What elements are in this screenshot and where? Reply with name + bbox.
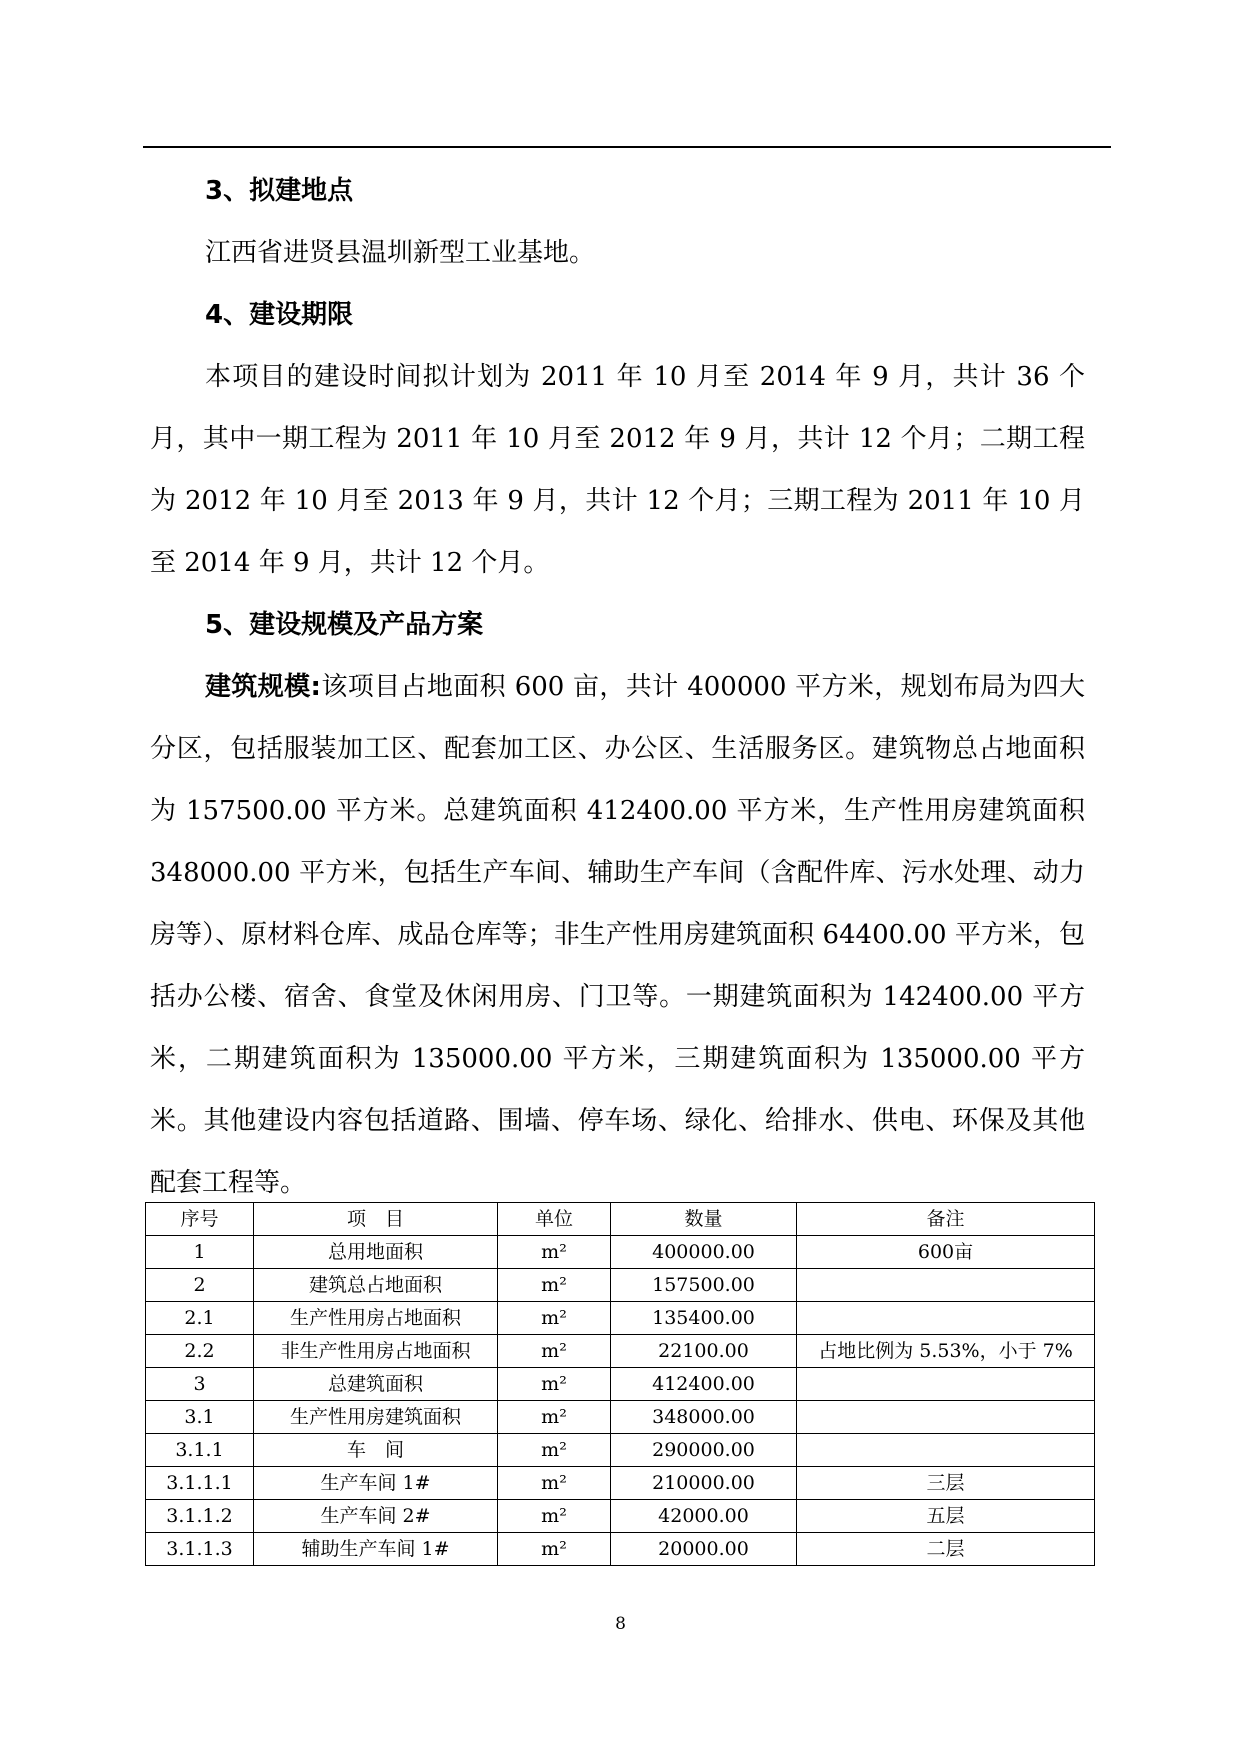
cell-unit: m² bbox=[498, 1302, 611, 1335]
cell-index: 2.1 bbox=[146, 1302, 254, 1335]
cell-item: 非生产性用房占地面积 bbox=[254, 1335, 498, 1368]
table-row bbox=[146, 1302, 1095, 1335]
cell-remark bbox=[797, 1368, 1095, 1401]
location-paragraph: 江西省进贤县温圳新型工业基地。 bbox=[205, 238, 596, 268]
table-header-row bbox=[146, 1203, 1095, 1236]
cell-remark: 三层 bbox=[797, 1467, 1095, 1500]
cell-quantity: 290000.00 bbox=[611, 1434, 797, 1467]
cell-item: 生产车间 2# bbox=[254, 1500, 498, 1533]
table-row bbox=[146, 1533, 1095, 1566]
cell-quantity: 400000.00 bbox=[611, 1236, 797, 1269]
cell-item: 生产车间 1# bbox=[254, 1467, 498, 1500]
cell-index: 3.1.1 bbox=[146, 1434, 254, 1467]
header-quantity: 数量 bbox=[611, 1203, 797, 1236]
scale-paragraph bbox=[150, 656, 1085, 1214]
table-row bbox=[146, 1401, 1095, 1434]
section-heading-location: 3、拟建地点 bbox=[205, 176, 354, 206]
table-row bbox=[146, 1368, 1095, 1401]
table-row bbox=[146, 1467, 1095, 1500]
page-number: 8 bbox=[615, 1614, 626, 1634]
header-unit: 单位 bbox=[498, 1203, 611, 1236]
cell-quantity: 348000.00 bbox=[611, 1401, 797, 1434]
header-item: 项 目 bbox=[254, 1203, 498, 1236]
cell-item: 总用地面积 bbox=[254, 1236, 498, 1269]
table-row bbox=[146, 1236, 1095, 1269]
cell-index: 3.1.1.1 bbox=[146, 1467, 254, 1500]
header-rule bbox=[143, 146, 1111, 148]
cell-unit: m² bbox=[498, 1236, 611, 1269]
section-heading-period: 4、建设期限 bbox=[205, 300, 354, 330]
table-row bbox=[146, 1434, 1095, 1467]
cell-quantity: 210000.00 bbox=[611, 1467, 797, 1500]
header-index: 序号 bbox=[146, 1203, 254, 1236]
table-body bbox=[146, 1203, 1095, 1566]
period-paragraph: 本项目的建设时间拟计划为 2011 年 10 月至 2014 年 9 月，共计 36 个月，其中一期工程为 2011 年 10 月至 2012 年 9 月，共计 12 个月；二期工程为 2012 年 10 月至 2013 年 9 月，共计 12 个月；三期工程为 2011 年 10 月至 2014 年 9 月，共计 12 个月。 bbox=[150, 362, 1085, 578]
table-row bbox=[146, 1335, 1095, 1368]
cell-unit: m² bbox=[498, 1533, 611, 1566]
cell-item: 总建筑面积 bbox=[254, 1368, 498, 1401]
cell-unit: m² bbox=[498, 1269, 611, 1302]
cell-item: 车 间 bbox=[254, 1434, 498, 1467]
header-remark: 备注 bbox=[797, 1203, 1095, 1236]
cell-quantity: 42000.00 bbox=[611, 1500, 797, 1533]
cell-remark bbox=[797, 1401, 1095, 1434]
cell-quantity: 412400.00 bbox=[611, 1368, 797, 1401]
cell-unit: m² bbox=[498, 1368, 611, 1401]
cell-index: 3 bbox=[146, 1368, 254, 1401]
cell-quantity: 135400.00 bbox=[611, 1302, 797, 1335]
cell-index: 3.1.1.2 bbox=[146, 1500, 254, 1533]
cell-quantity: 157500.00 bbox=[611, 1269, 797, 1302]
cell-remark: 占地比例为 5.53%，小于 7% bbox=[797, 1335, 1095, 1368]
cell-remark bbox=[797, 1269, 1095, 1302]
cell-item: 生产性用房占地面积 bbox=[254, 1302, 498, 1335]
scale-text: 该项目占地面积 600 亩，共计 400000 平方米，规划布局为四大分区，包括服装加工区、配套加工区、办公区、生活服务区。建筑物总占地面积为 157500.00 平方米。总建筑面积 412400.00 平方米，生产性用房建筑面积 348000.00 平方米，包括生产车间、辅助生产车间（含配件库、污水处理、动力房等）、原材料仓库、成品仓库等；非生产性用房建筑面积 64400.00 平方米，包括办公楼、宿舍、食堂及休闲用房、门卫等。一期建筑面积为 142400.00 平方米，二期建筑面积为 135000.00 平方米，三期建筑面积为 135000.00 平方米。其他建设内容包括道路、围墙、停车场、绿化、给排水、供电、环保及其他配套工程等。 bbox=[150, 672, 1085, 1198]
document-body bbox=[150, 160, 1085, 1214]
cell-unit: m² bbox=[498, 1500, 611, 1533]
cell-unit: m² bbox=[498, 1467, 611, 1500]
cell-index: 1 bbox=[146, 1236, 254, 1269]
cell-remark bbox=[797, 1302, 1095, 1335]
cell-remark: 二层 bbox=[797, 1533, 1095, 1566]
construction-scale-table bbox=[145, 1202, 1095, 1566]
cell-index: 3.1 bbox=[146, 1401, 254, 1434]
cell-index: 2.2 bbox=[146, 1335, 254, 1368]
cell-unit: m² bbox=[498, 1434, 611, 1467]
cell-quantity: 22100.00 bbox=[611, 1335, 797, 1368]
table-row bbox=[146, 1269, 1095, 1302]
cell-quantity: 20000.00 bbox=[611, 1533, 797, 1566]
cell-remark bbox=[797, 1434, 1095, 1467]
section-heading-scale: 5、建设规模及产品方案 bbox=[205, 610, 484, 640]
cell-item: 生产性用房建筑面积 bbox=[254, 1401, 498, 1434]
scale-label: 建筑规模: bbox=[205, 672, 321, 702]
cell-index: 2 bbox=[146, 1269, 254, 1302]
cell-index: 3.1.1.3 bbox=[146, 1533, 254, 1566]
table-row bbox=[146, 1500, 1095, 1533]
cell-remark: 600亩 bbox=[797, 1236, 1095, 1269]
cell-item: 建筑总占地面积 bbox=[254, 1269, 498, 1302]
cell-remark: 五层 bbox=[797, 1500, 1095, 1533]
cell-unit: m² bbox=[498, 1335, 611, 1368]
cell-item: 辅助生产车间 1# bbox=[254, 1533, 498, 1566]
cell-unit: m² bbox=[498, 1401, 611, 1434]
